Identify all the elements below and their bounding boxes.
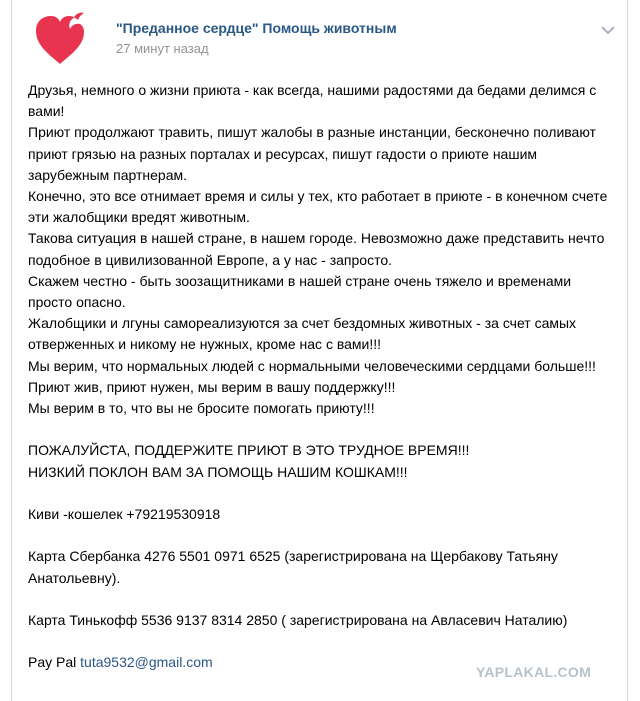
post-paragraph: Конечно, это все отнимает время и силы у тех, кто работает в приюте - в конечном счете эти жалобщики вредят животным. [28, 188, 608, 226]
paypal-label: Pay Pal [28, 654, 77, 671]
post-paragraph: Мы верим в то, что вы не бросите помогать приюту!!! [28, 400, 375, 417]
post-paragraph: Скажем честно - быть зоозащитниками в нашей стране очень тяжело и временами просто опасно. [28, 272, 572, 311]
tinkoff-card: Карта Тинькофф 5536 9137 8314 2850 ( зарегистрирована на Авласевич Наталию) [28, 612, 568, 629]
post-paragraph: Такова ситуация в нашей стране, в нашем городе. Невозможно даже представить нечто подобное в цивилизованной Европе, а у нас - запросто. [28, 230, 605, 268]
post-paragraph: Жалобщики и лгуны самореализуются за счет бездомных животных - за счет самых отверженных и никому не нужных, кроме нас с вами!!! [28, 315, 577, 353]
heart-logo-icon[interactable] [30, 8, 90, 68]
chevron-down-icon[interactable] [599, 24, 617, 36]
post-paragraph: Мы верим, что нормальных людей с нормальными человеческими сердцами больше!!! [28, 357, 596, 374]
site-watermark: YAPLAKAL.COM [476, 664, 592, 680]
post-paragraph: Друзья, немного о жизни приюта - как всегда, нашими радостями да бедами делимся с вами! [28, 82, 597, 120]
post-text [28, 80, 618, 674]
appeal-line: НИЗКИЙ ПОКЛОН ВАМ ЗА ПОМОЩЬ НАШИМ КОШКАМ!!! [28, 463, 408, 480]
qiwi-wallet: Киви -кошелек +79219530918 [28, 506, 221, 523]
group-name-link[interactable]: "Преданное сердце" Помощь животным [116, 20, 397, 36]
appeal-line: ПОЖАЛУЙСТА, ПОДДЕРЖИТЕ ПРИЮТ В ЭТО ТРУДНОЕ ВРЕМЯ!!! [28, 442, 470, 459]
post-paragraph: Приют продолжают травить, пишут жалобы в разные инстанции, бесконечно поливают приют грязью на разных порталах и ресурсах, пишут гадости о приюте нашим зарубежным партнерам. [28, 124, 596, 183]
paypal-email-link[interactable]: tuta9532@gmail.com [80, 654, 213, 671]
wall-post [11, 0, 628, 701]
sberbank-card: Карта Сбербанка 4276 5501 0971 6525 (зарегистрирована на Щербакову Татьяну Анатольевну). [28, 548, 558, 586]
post-timestamp[interactable]: 27 минут назад [116, 41, 209, 56]
post-paragraph: Приют жив, приют нужен, мы верим в вашу поддержку!!! [28, 378, 396, 395]
